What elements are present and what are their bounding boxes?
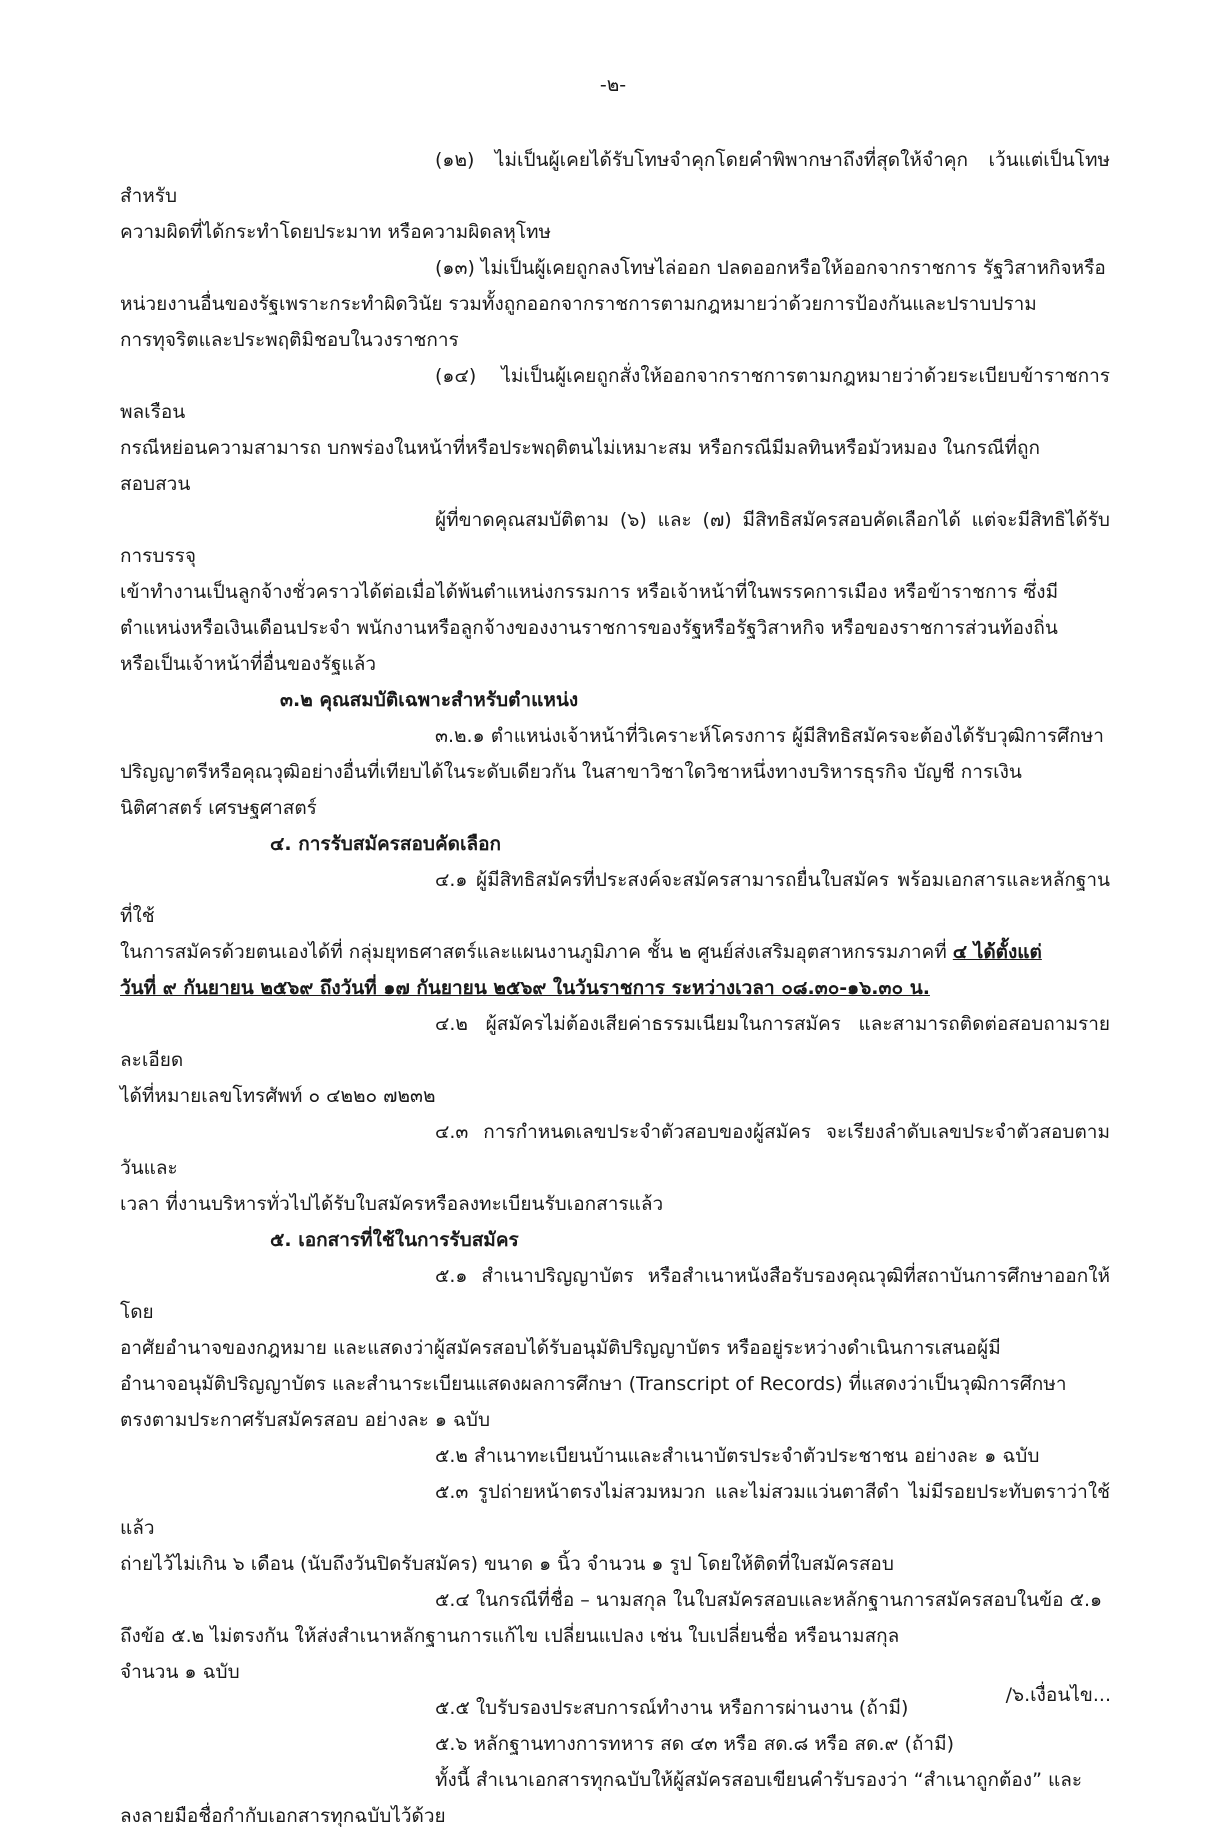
section-5-3-line: ถ่ายไว้ไม่เกิน ๖ เดือน (นับถึงวันปิดรับสมัคร) ขนาด ๑ นิ้ว จำนวน ๑ รูป โดยให้ติดที่ใบสมัครสอบ <box>120 1553 894 1575</box>
section-3-2-heading: ๓.๒ คุณสมบัติเฉพาะสำหรับตำแหน่ง <box>280 689 579 711</box>
item-13-line: (๑๓) ไม่เป็นผู้เคยถูกลงโทษไล่ออก ปลดออกหรือให้ออกจากราชการ รัฐวิสาหกิจหรือ <box>435 257 1106 279</box>
section-5-4-line: ถึงข้อ ๕.๒ ไม่ตรงกัน ให้ส่งสำเนาหลักฐานการแก้ไข เปลี่ยนแปลง เช่น ใบเปลี่ยนชื่อ หรือนามสกุล <box>120 1625 900 1647</box>
item-14-line: (๑๔) ไม่เป็นผู้เคยถูกสั่งให้ออกจากราชการตามกฎหมายว่าด้วยระเบียบข้าราชการพลเรือน <box>120 365 1110 423</box>
section-4-1-plain: ในการสมัครด้วยตนเองได้ที่ กลุ่มยุทธศาสตร์และแผนงานภูมิภาค ชั้น ๒ ศูนย์ส่งเสริมอุตสาหกรรมภาคที่ <box>120 941 953 963</box>
item-13-line: การทุจริตและประพฤติมิชอบในวงราชการ <box>120 329 459 351</box>
section-4-1-line: ๔.๑ ผู้มีสิทธิสมัครที่ประสงค์จะสมัครสามารถยื่นใบสมัคร พร้อมเอกสารและหลักฐานที่ใช้ <box>120 869 1110 927</box>
item-12-line: (๑๒) ไม่เป็นผู้เคยได้รับโทษจำคุกโดยคำพิพากษาถึงที่สุดให้จำคุก เว้นแต่เป็นโทษสำหรับ <box>120 149 1110 207</box>
section-4-3-line: เวลา ที่งานบริหารทั่วไปได้รับใบสมัครหรือลงทะเบียนรับเอกสารแล้ว <box>120 1193 664 1215</box>
certification-note-line: ลงลายมือชื่อกำกับเอกสารทุกฉบับไว้ด้วย <box>120 1805 446 1827</box>
section-4-1-line <box>120 934 1110 970</box>
certification-note-line: ทั้งนี้ สำเนาเอกสารทุกฉบับให้ผู้สมัครสอบเขียนคำรับรองว่า “สำเนาถูกต้อง” และ <box>435 1769 1083 1791</box>
section-5-1-line: อำนาจอนุมัติปริญญาบัตร และสำนาระเบียนแสดงผลการศึกษา (Transcript of Records) ที่แสดงว่าเป็นวุฒิการศึกษา <box>120 1373 1067 1395</box>
section-5-3-line: ๕.๓ รูปถ่ายหน้าตรงไม่สวมหมวก และไม่สวมแว่นตาสีดำ ไม่มีรอยประทับตราว่าใช้แล้ว <box>120 1481 1110 1539</box>
section-4-3-line: ๔.๓ การกำหนดเลขประจำตัวสอบของผู้สมัคร จะเรียงลำดับเลขประจำตัวสอบตามวันและ <box>120 1121 1110 1179</box>
section-3-2-line: ๓.๒.๑ ตำแหน่งเจ้าหน้าที่วิเคราะห์โครงการ ผู้มีสิทธิสมัครจะต้องได้รับวุฒิการศึกษา <box>435 725 1104 747</box>
section-5-1-line: อาศัยอำนาจของกฎหมาย และแสดงว่าผู้สมัครสอบได้รับอนุมัติปริญญาบัตร หรืออยู่ระหว่างดำเนินการเสนอผู้มี <box>120 1337 1001 1359</box>
section-4-2-line: ๔.๒ ผู้สมัครไม่ต้องเสียค่าธรรมเนียมในการสมัคร และสามารถติดต่อสอบถามรายละเอียด <box>120 1013 1110 1071</box>
section-5-6-line: ๕.๖ หลักฐานทางการทหาร สด ๔๓ หรือ สด.๘ หรือ สด.๙ (ถ้ามี) <box>435 1733 955 1755</box>
document-body <box>120 142 1110 1834</box>
item-14-line: สอบสวน <box>120 473 191 495</box>
note-line: ผู้ที่ขาดคุณสมบัติตาม (๖) และ (๗) มีสิทธิสมัครสอบคัดเลือกได้ แต่จะมีสิทธิได้รับการบรรจุ <box>120 509 1110 567</box>
section-5-4-line: ๕.๔ ในกรณีที่ชื่อ – นามสกุล ในใบสมัครสอบและหลักฐานการสมัครสอบในข้อ ๕.๑ <box>435 1589 1103 1611</box>
section-5-heading: ๕. เอกสารที่ใช้ในการรับสมัคร <box>270 1229 519 1251</box>
item-14-line: กรณีหย่อนความสามารถ บกพร่องในหน้าที่หรือประพฤติตนไม่เหมาะสม หรือกรณีมีมลทินหรือมัวหมอง ในกรณีที่ถูก <box>120 437 1041 459</box>
section-3-2-line: ปริญญาตรีหรือคุณวุฒิอย่างอื่นที่เทียบได้ในระดับเดียวกัน ในสาขาวิชาใดวิชาหนึ่งทางบริหารธุรกิจ บัญชี การเงิน <box>120 761 1022 783</box>
section-4-1-date-line: วันที่ ๙ กันยายน ๒๕๖๙ ถึงวันที่ ๑๗ กันยายน ๒๕๖๙ ในวันราชการ ระหว่างเวลา ๐๘.๓๐-๑๖.๓๐ น. <box>120 977 930 999</box>
section-3-2-line: นิติศาสตร์ เศรษฐศาสตร์ <box>120 797 317 819</box>
section-4-heading: ๔. การรับสมัครสอบคัดเลือก <box>270 833 502 855</box>
section-5-5-line: ๕.๕ ใบรับรองประสบการณ์ทำงาน หรือการผ่านงาน (ถ้ามี) <box>435 1697 909 1719</box>
section-4-2-line: ได้ที่หมายเลขโทรศัพท์ ๐ ๔๒๒๐ ๗๒๓๒ <box>120 1085 436 1107</box>
section-5-4-line: จำนวน ๑ ฉบับ <box>120 1661 240 1683</box>
note-line: เข้าทำงานเป็นลูกจ้างชั่วคราวได้ต่อเมื่อได้พ้นตำแหน่งกรรมการ หรือเจ้าหน้าที่ในพรรคการเมือง หรือข้าราชการ ซึ่งมี <box>120 581 1059 603</box>
page-number: -๒- <box>599 74 627 96</box>
section-5-2-line: ๕.๒ สำเนาทะเบียนบ้านและสำเนาบัตรประจำตัวประชาชน อย่างละ ๑ ฉบับ <box>435 1445 1040 1467</box>
section-5-1-line: ๕.๑ สำเนาปริญญาบัตร หรือสำเนาหนังสือรับรองคุณวุฒิที่สถาบันการศึกษาออกให้โดย <box>120 1265 1110 1323</box>
note-line: ตำแหน่งหรือเงินเดือนประจำ พนักงานหรือลูกจ้างของงานราชการของรัฐหรือรัฐวิสาหกิจ หรือของราชการส่วนท้องถิ่น <box>120 617 1058 639</box>
item-12-line: ความผิดที่ได้กระทำโดยประมาท หรือความผิดลหุโทษ <box>120 221 552 243</box>
section-5-1-line: ตรงตามประกาศรับสมัครสอบ อย่างละ ๑ ฉบับ <box>120 1409 491 1431</box>
note-line: หรือเป็นเจ้าหน้าที่อื่นของรัฐแล้ว <box>120 653 377 675</box>
section-4-1-date-emphasis: ๔ ได้ตั้งแต่ <box>952 941 1042 963</box>
item-13-line: หน่วยงานอื่นของรัฐเพราะกระทำผิดวินัย รวมทั้งถูกออกจากราชการตามกฎหมายว่าด้วยการป้องกันและปราบปราม <box>120 293 1037 315</box>
continuation-marker: /๖.เงื่อนไข... <box>1005 1684 1111 1706</box>
